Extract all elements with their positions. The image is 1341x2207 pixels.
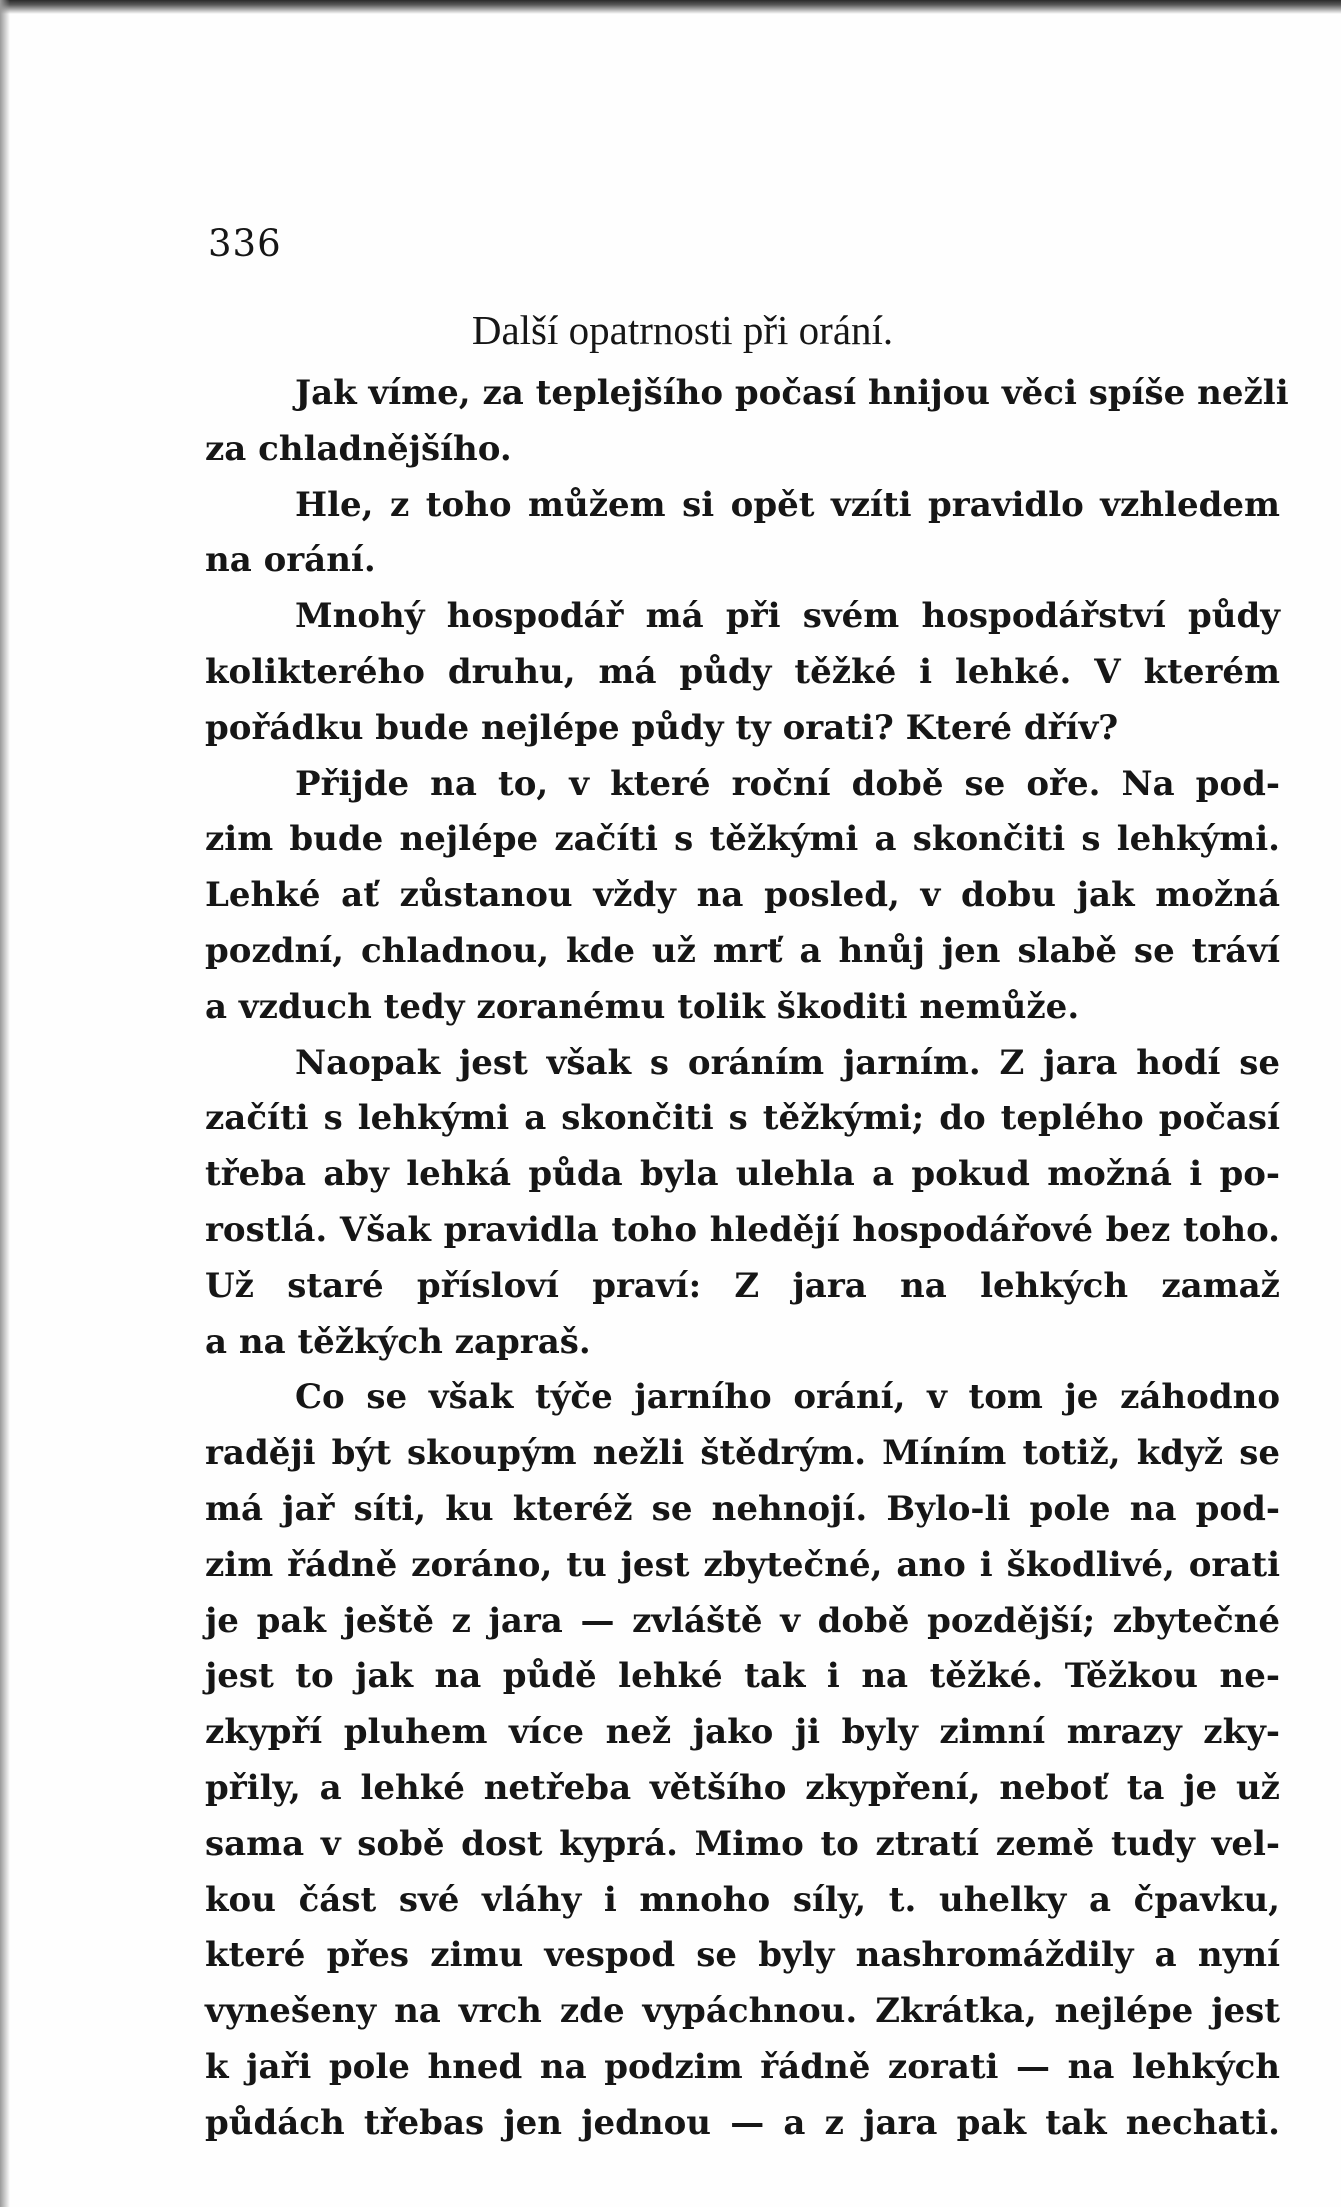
text-line: a vzduch tedy zoranému tolik škoditi nemůže.: [205, 986, 1080, 1027]
text-line: je pak ještě z jara — zvláště v době pozdější; zbytečné: [205, 1600, 1280, 1641]
text-line: které přes zimu vespod se byly nashromáždily a nyní: [205, 1935, 1280, 1976]
text-line: přily, a lehké netřeba většího zkypření, neboť ta je už: [205, 1767, 1280, 1808]
text-line: vynešeny na vrch zde vypáchnou. Zkrátka, nejlépe jest: [205, 1991, 1280, 2032]
text-line: Lehké ať zůstanou vždy na posled, v dobu jak možná: [205, 875, 1280, 916]
text-line: na orání.: [205, 540, 376, 581]
text-line: Co se však týče jarního orání, v tom je záhodno: [295, 1377, 1280, 1418]
text-line: Mnohý hospodář má při svém hospodářství půdy: [295, 596, 1280, 637]
body-text: [205, 366, 1289, 2152]
page-top-edge: [0, 0, 1341, 14]
text-line: třeba aby lehká půda byla ulehla a pokud možná i po-: [205, 1154, 1280, 1195]
text-line: rostlá. Však pravidla toho hledějí hospodářové bez toho.: [205, 1209, 1280, 1250]
page-left-edge: [0, 0, 10, 2207]
text-line: k jaři pole hned na podzim řádně zorati — na lehkých: [205, 2046, 1280, 2087]
text-line: zim řádně zoráno, tu jest zbytečné, ano i škodlivé, orati: [205, 1544, 1280, 1585]
text-line: zkypří pluhem více než jako ji byly zimní mrazy zky-: [205, 1712, 1280, 1753]
text-line: Už staré přísloví praví: Z jara na lehkých zamaž: [205, 1265, 1280, 1306]
text-line: raději být skoupým nežli štědrým. Míním totiž, když se: [205, 1433, 1280, 1474]
text-line: Jak víme, za teplejšího počasí hnijou věci spíše nežli: [295, 373, 1289, 413]
section-heading: Další opatrnosti při orání.: [471, 307, 894, 353]
text-line: zim bude nejlépe začíti s těžkými a skončiti s lehkými.: [205, 819, 1280, 860]
text-line: jest to jak na půdě lehké tak i na těžké. Těžkou ne-: [205, 1656, 1280, 1697]
text-line: za chladnějšího.: [205, 428, 512, 469]
text-line: Hle, z toho můžem si opět vzíti pravidlo vzhledem: [295, 484, 1280, 525]
text-line: sama v sobě dost kyprá. Mimo to ztratí země tudy vel-: [205, 1823, 1280, 1864]
text-line: začíti s lehkými a skončiti s těžkými; do teplého počasí: [205, 1098, 1280, 1139]
page-number: 336: [208, 222, 282, 265]
text-line: má jař síti, ku kteréž se nehnojí. Bylo-li pole na pod-: [205, 1488, 1280, 1529]
text-line: kolikterého druhu, má půdy těžké i lehké. V kterém: [205, 651, 1280, 692]
text-line: pozdní, chladnou, kde už mrť a hnůj jen slabě se tráví: [205, 930, 1280, 971]
text-line: kou část své vláhy i mnoho síly, t. uhelky a čpavku,: [205, 1879, 1280, 1920]
text-line: Naopak jest však s oráním jarním. Z jara hodí se: [295, 1042, 1280, 1083]
text-line: pořádku bude nejlépe půdy ty orati? Které dřív?: [205, 707, 1119, 748]
text-line: půdách třebas jen jednou — a z jara pak tak nechati.: [205, 2102, 1280, 2143]
text-line: a na těžkých zapraš.: [205, 1321, 591, 1362]
text-line: Přijde na to, v které roční době se oře. Na pod-: [295, 763, 1280, 804]
